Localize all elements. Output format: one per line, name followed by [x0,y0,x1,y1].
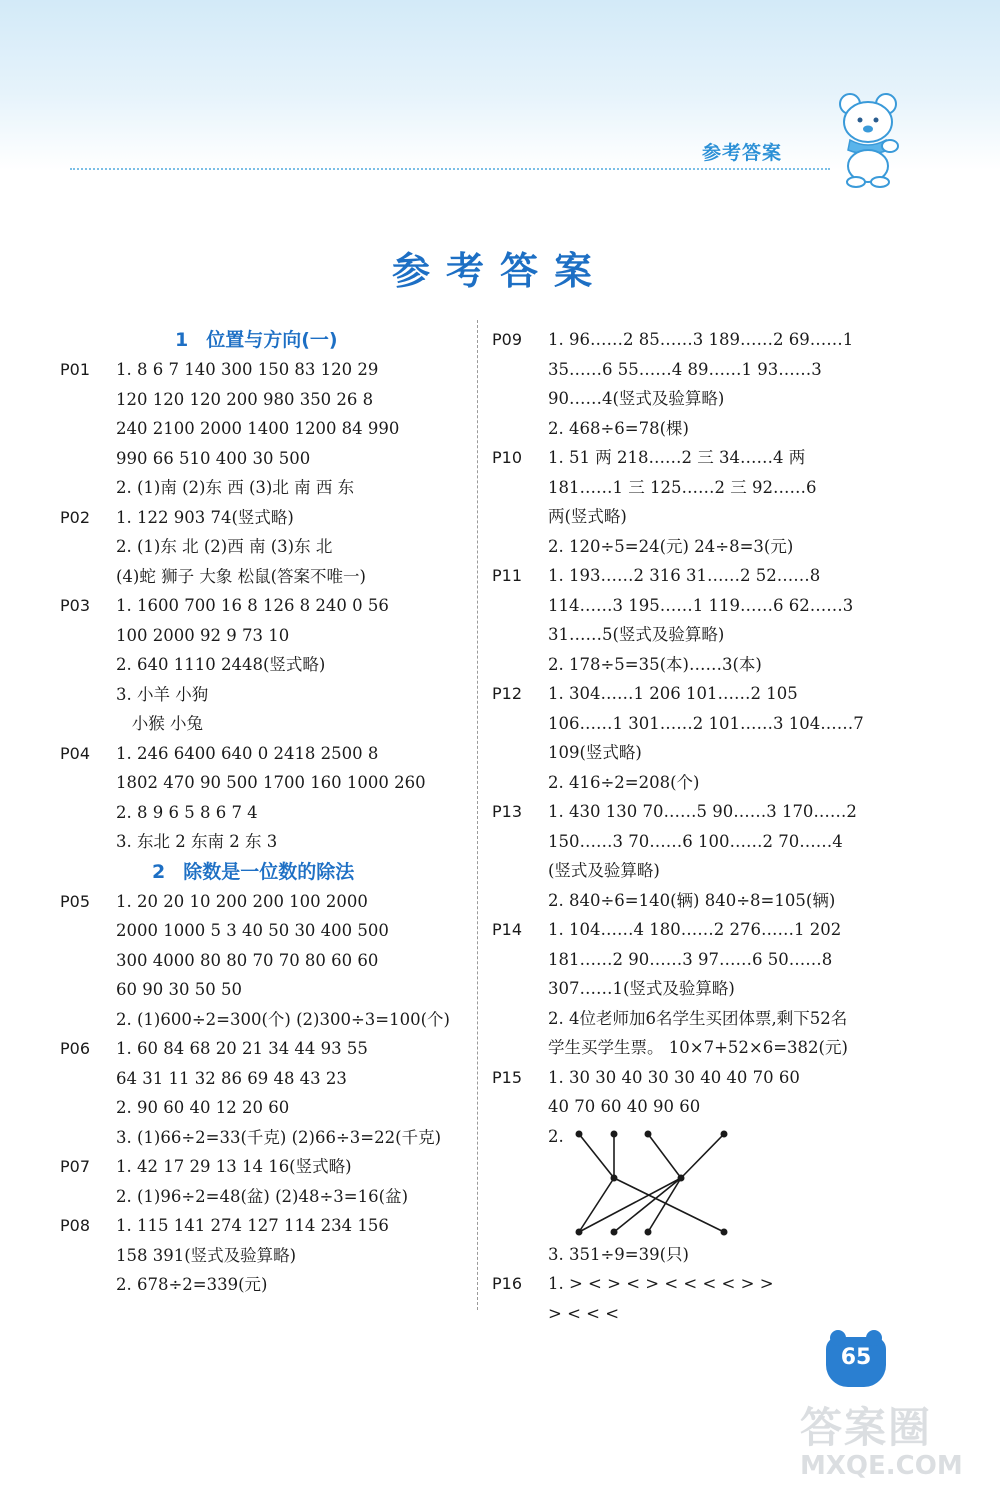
answer-line: 小猴 小兔 [116,714,203,733]
page-label: P08 [60,1216,91,1235]
answer-line: 1. 30 30 40 30 30 40 40 70 60 [548,1067,800,1087]
page-label: P14 [492,920,523,939]
answer-line: 300 4000 80 80 70 70 80 60 60 [116,950,379,970]
answer-line: (竖式及验算略) [548,861,660,880]
answer-line: 1. 115 141 274 127 114 234 156 [116,1216,389,1235]
answer-line: 2. 640 1110 2448(竖式略) [116,655,326,674]
answer-line: 2. 90 60 40 12 20 60 [116,1098,290,1117]
matching-diagram [548,1122,912,1240]
answer-line: 2. 416÷2=208(个) [548,772,700,792]
page-label: P11 [492,566,523,585]
answer-entry [60,1034,470,1152]
answer-line: (4)蛇 狮子 大象 松鼠(答案不唯一) [116,566,366,586]
answer-line: 990 66 510 400 30 500 [116,448,311,468]
answer-line: 1. 20 20 10 200 200 100 2000 [116,891,368,911]
answer-line: 1. 430 130 70……5 90……3 170……2 [548,802,857,821]
answer-line: 2. (1)东 北 (2)西 南 (3)东 北 [116,537,333,556]
left-column [60,325,470,1300]
question-number: 2. [548,1126,564,1146]
right-column [492,325,912,1328]
answer-entry [60,1152,470,1211]
answer-line: 1. 42 17 29 13 14 16(竖式略) [116,1157,352,1176]
page-number-badge [826,1337,886,1387]
answer-line: 64 31 11 32 86 69 48 43 23 [116,1068,347,1088]
answer-entry [60,1211,470,1300]
page-label: P12 [492,684,523,703]
answer-line: 106……1 301……2 101……3 104……7 [548,713,864,733]
answer-line: 2. 840÷6=140(辆) 840÷8=105(辆) [548,890,836,910]
answer-line: 3. (1)66÷2=33(千克) (2)66÷3=22(千克) [116,1127,442,1147]
page-label: P10 [492,448,523,467]
answer-line: 1. 8 6 7 140 300 150 83 120 29 [116,360,379,379]
watermark-text: 答案圈 [800,1403,933,1452]
section-title [60,857,470,887]
answer-line: > < < < [548,1303,620,1323]
answer-line: 158 391(竖式及验算略) [116,1245,297,1265]
answer-line: 3. 351÷9=39(只) [548,1244,689,1264]
page-label: P01 [60,360,91,379]
answer-line: 2. 468÷6=78(棵) [548,418,689,438]
page-label: P06 [60,1039,91,1058]
section-number: 1 [175,329,189,351]
answer-line: 2. 178÷5=35(本)……3(本) [548,654,762,674]
answer-entry [60,887,470,1035]
connection-graph [566,1126,736,1238]
page-label: P03 [60,596,91,615]
answer-line: 1. 193……2 316 31……2 52……8 [548,566,821,585]
answer-entry [492,915,912,1063]
answer-line: 1. > < > < > < < < < > > [548,1274,774,1293]
answer-line: 31……5(竖式及验算略) [548,625,725,644]
page-label: P15 [492,1067,523,1087]
answer-line: 2. 120÷5=24(元) 24÷8=3(元) [548,536,794,556]
page-label: P04 [60,743,91,763]
answer-line: 1. 51 两 218……2 三 34……4 两 [548,448,806,467]
answer-line: 1. 122 903 74(竖式略) [116,507,294,527]
badge-ear [866,1330,882,1346]
page-number: 65 [840,1345,872,1370]
section-title-text: 位置与方向(一) [206,329,338,351]
answer-entry [492,679,912,797]
header-label: 参考答案 [702,142,783,164]
answer-line: 1. 60 84 68 20 21 34 44 93 55 [116,1039,368,1058]
answer-line: 35……6 55……4 89……1 93……3 [548,359,822,379]
answer-entry [492,1269,912,1328]
answer-entry [60,355,470,503]
page-label: P13 [492,802,523,821]
answer-line: 2000 1000 5 3 40 50 30 400 500 [116,921,389,940]
answer-line: 181……2 90……3 97……6 50……8 [548,949,833,969]
answer-line: 150……3 70……6 100……2 70……4 [548,831,843,851]
page-label: P09 [492,330,523,349]
page-label: P05 [60,891,91,911]
watermark [800,1395,990,1490]
answer-entry [492,797,912,915]
page-title: 参考答案 [391,249,608,293]
answer-entry [492,325,912,443]
section-number: 2 [152,860,166,883]
answer-entry [492,561,912,679]
answer-line: 100 2000 92 9 73 10 [116,625,290,645]
answer-line: 2. 4位老师加6名学生买团体票,剩下52名 [548,1008,848,1028]
answer-entry [60,739,470,857]
answer-line: 181……1 三 125……2 三 92……6 [548,477,817,497]
answer-line: 40 70 60 40 90 60 [548,1097,701,1116]
section-title [60,325,470,355]
answer-line: 2. 678÷2=339(元) [116,1275,268,1294]
section-title-text: 除数是一位数的除法 [183,860,355,883]
answer-line: 60 90 30 50 50 [116,980,242,999]
answer-line: 2. (1)600÷2=300(个) (2)300÷3=100(个) [116,1009,450,1029]
answer-line: 两(竖式略) [548,507,627,526]
badge-ear [830,1330,846,1346]
page-label: P02 [60,507,91,527]
answer-line: 2. (1)南 (2)东 西 (3)北 南 西 东 [116,478,355,497]
answer-line: 307……1(竖式及验算略) [548,979,735,998]
answer-line: 2. (1)96÷2=48(盆) (2)48÷3=16(盆) [116,1186,409,1206]
answer-line: 1802 470 90 500 1700 160 1000 260 [116,773,426,792]
column-divider [477,320,478,1310]
answer-line: 90……4(竖式及验算略) [548,389,725,408]
answer-line: 1. 246 6400 640 0 2418 2500 8 [116,743,379,763]
answer-entry [492,443,912,561]
answer-line: 109(竖式略) [548,743,642,762]
answer-line: 240 2100 2000 1400 1200 84 990 [116,419,400,438]
answer-line: 1. 1600 700 16 8 126 8 240 0 56 [116,596,389,615]
answer-line: 120 120 120 200 980 350 26 8 [116,389,374,409]
answer-line: 114……3 195……1 119……6 62……3 [548,595,854,615]
answer-line: 1. 104……4 180……2 276……1 202 [548,920,842,939]
answer-line: 1. 304……1 206 101……2 105 [548,684,798,703]
answer-line: 2. 8 9 6 5 8 6 7 4 [116,802,258,822]
answer-entry [60,591,470,739]
answer-line: 1. 96……2 85……3 189……2 69……1 [548,330,854,349]
teddy-bear-icon [828,88,908,188]
page-label: P07 [60,1157,91,1176]
page-label: P16 [492,1274,523,1293]
answer-line: 学生买学生票。 10×7+52×6=382(元) [548,1038,848,1057]
watermark-url: MXQE.COM [800,1451,963,1481]
answer-line: 3. 东北 2 东南 2 东 3 [116,832,278,851]
header-divider [70,168,830,170]
answer-line: 3. 小羊 小狗 [116,684,209,704]
answer-entry [492,1063,912,1270]
answer-entry [60,503,470,592]
